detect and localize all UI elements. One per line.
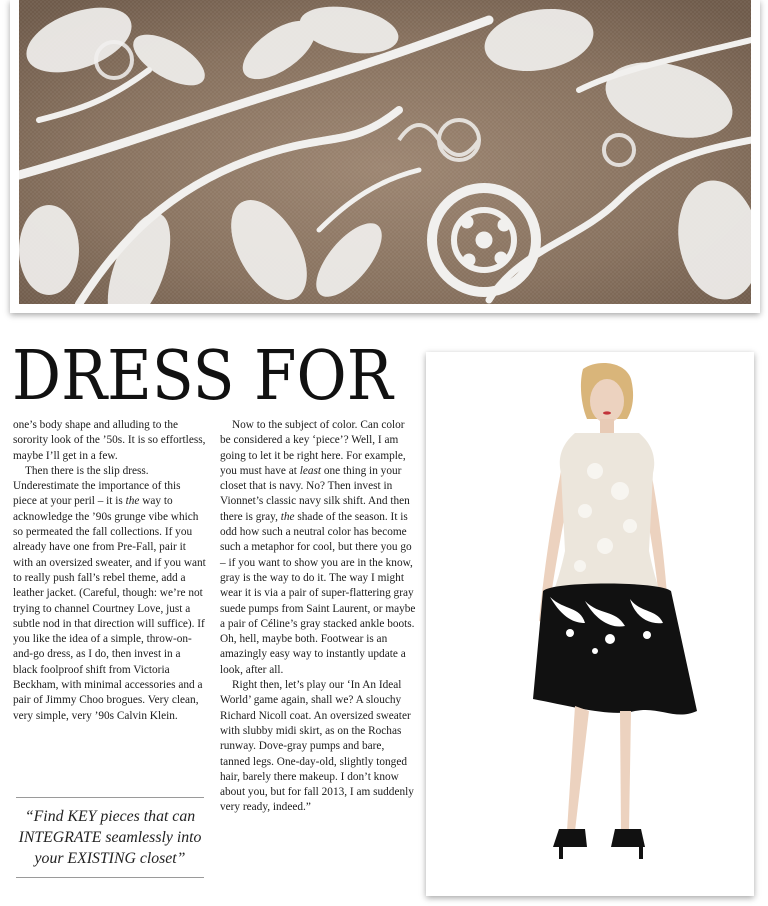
lace-fabric-image xyxy=(19,0,751,304)
lace-photo-frame xyxy=(10,0,760,313)
paragraph: Then there is the slip dress. Underestimate the importance of this piece at your peril – it is the way to acknowledge the ’90s grunge vibe which so permeated the fall collections. If you already have one from Pre-Fall, pair it with an oversized sweater, and if you want to really push fall’s rebel theme, add a leather jacket. (Careful, though: we’re not trying to channel Courtney Love, just a subtle nod in that direction will suffice). If you like the idea of a simple, throw-on-and-go dress, as I do, then invest in a black foolproof shift from Victoria Beckham, with minimal accessories and a pair of Jimmy Choo brogues. Very clean, very simple, very ’90s Calvin Klein. xyxy=(13,464,206,722)
paragraph: one’s body shape and alluding to the sorority look of the ’50s. It is so effortless, maybe I’ll get in a few. xyxy=(13,419,206,462)
paragraph: Right then, let’s play our ‘In An Ideal World’ game again, shall we? A slouchy Richard Nicoll coat. An oversized sweater with slubby midi skirt, as on the Rochas runway. Dove-gray pumps and bare, tanned legs. One-day-old, slightly tonged hair, barely there makeup. I don’t know about you, but for fall 2013, I am suddenly very ready, indeed.” xyxy=(220,679,414,814)
paragraph: Now to the subject of color. Can color be considered a key ‘piece’? Well, I am going to let it be right here. For example, you must have at least one thing in your closet that is navy. No? Then invest in Vionnet’s classic navy silk shift. And then there is gray, the shade of the season. It is odd how such a neutral color has become such a metaphor for cool, but there you go – if you want to show you are in the know, gray is the way to do it. The way I might wear it is via a pair of super-flattering gray suede pumps from Saint Laurent, or maybe a pair of Céline’s gray stacked ankle boots. Oh, hell, maybe both. Footwear is an amazingly easy way to instantly update a look, after all. xyxy=(220,419,416,676)
text-column-1 xyxy=(13,418,207,724)
headline: DRESS FOR xyxy=(12,337,393,416)
pull-quote: “Find KEY pieces that can INTEGRATE seamlessly into your EXISTING closet” xyxy=(16,797,204,878)
model-in-lace-dress-image xyxy=(435,361,745,887)
text-column-2 xyxy=(220,418,416,816)
dress-photo-frame xyxy=(426,352,754,896)
